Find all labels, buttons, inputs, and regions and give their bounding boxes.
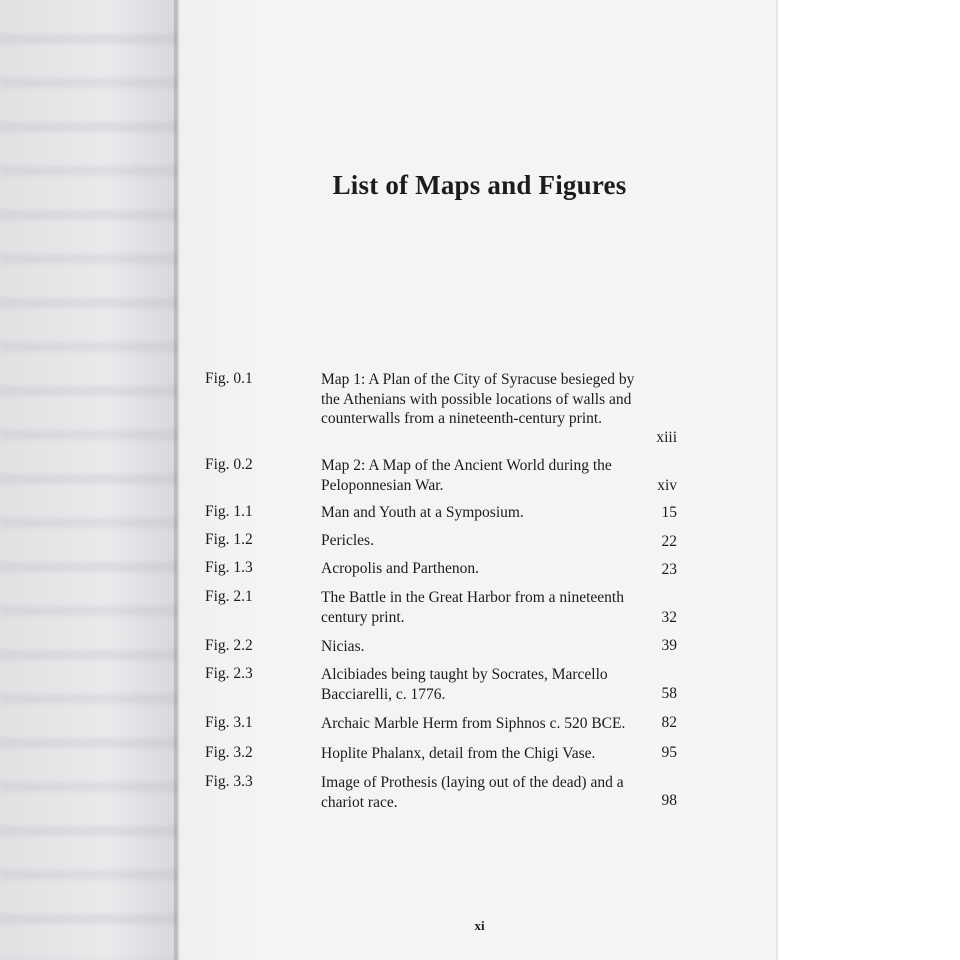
figure-description: Map 2: A Map of the Ancient World during the Peloponnesian War. [321, 457, 612, 494]
figure-page-number: 15 [661, 504, 677, 521]
figures-list [180, 0, 777, 960]
figure-description: Map 1: A Plan of the City of Syracuse besieged by the Athenians with possible locations of walls and counterwalls from a nineteenth-century print. [321, 371, 635, 427]
figure-page-number: 23 [661, 561, 677, 578]
page-folio-number: xi [474, 918, 485, 933]
figure-page-number: 98 [661, 792, 677, 809]
figure-description: Hoplite Phalanx, detail from the Chigi Vase. [321, 745, 596, 762]
figure-page-number: 32 [661, 609, 677, 626]
figure-page-number: 39 [661, 637, 677, 654]
page-edge [776, 0, 779, 960]
figure-description: Image of Prothesis (laying out of the dead) and a chariot race. [321, 774, 624, 811]
facing-page-text-ghost [0, 0, 178, 960]
figure-number: Fig. 3.2 [205, 744, 253, 761]
figure-page-number: xiv [657, 477, 677, 494]
figure-description: Acropolis and Parthenon. [321, 560, 479, 577]
figure-description: Nicias. [321, 638, 365, 655]
page-title: List of Maps and Figures [332, 170, 627, 200]
figure-number: Fig. 2.2 [205, 637, 253, 654]
figure-description: The Battle in the Great Harbor from a nineteenth century print. [321, 589, 624, 626]
figure-number: Fig. 1.2 [205, 531, 253, 548]
figure-page-number: xiii [656, 429, 677, 446]
figure-page-number: 82 [661, 714, 677, 731]
figure-page-number: 95 [661, 744, 677, 761]
figure-number: Fig. 1.1 [205, 503, 253, 520]
figure-number: Fig. 0.1 [205, 370, 253, 387]
facing-page-blurred [0, 0, 178, 960]
figure-number: Fig. 3.1 [205, 714, 253, 731]
figure-description: Pericles. [321, 532, 374, 549]
figure-description: Man and Youth at a Symposium. [321, 504, 524, 521]
figure-page-number: 22 [661, 533, 677, 550]
figure-description: Alcibiades being taught by Socrates, Marcello Bacciarelli, c. 1776. [321, 666, 608, 703]
figure-number: Fig. 1.3 [205, 559, 253, 576]
figure-number: Fig. 3.3 [205, 773, 253, 790]
figure-number: Fig. 2.3 [205, 665, 253, 682]
figure-number: Fig. 0.2 [205, 456, 253, 473]
book-page [180, 0, 777, 960]
figure-page-number: 58 [661, 685, 677, 702]
figure-description: Archaic Marble Herm from Siphnos c. 520 BCE. [321, 715, 626, 732]
figure-number: Fig. 2.1 [205, 588, 253, 605]
